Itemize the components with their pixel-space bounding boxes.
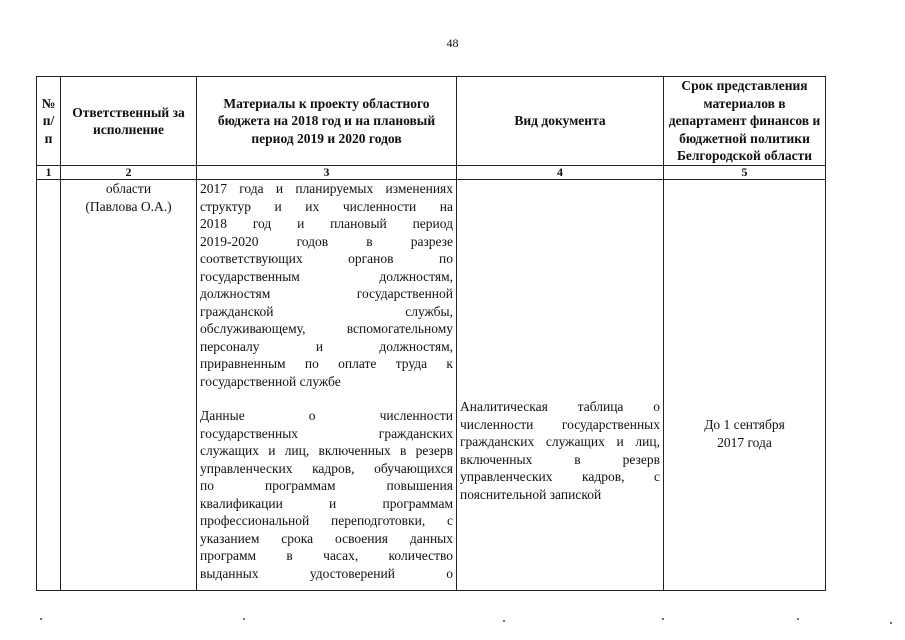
materials-line: гражданской службы, [200, 303, 453, 319]
doc-type-line: гражданских служащих и лиц, [460, 434, 660, 449]
header-responsible: Ответственный за исполнение [61, 77, 197, 166]
materials-line: соответствующих органов по [200, 251, 453, 266]
materials-line: государственным должностям, [200, 268, 453, 284]
materials-line: Данные о численности [200, 408, 453, 423]
column-number: 4 [457, 166, 664, 180]
materials-line: служащих и лиц, включенных в резерв [200, 443, 453, 458]
column-number: 2 [61, 166, 197, 180]
materials-line: персоналу и должностям, [200, 338, 453, 354]
header-document-type: Вид документа [457, 77, 664, 166]
scan-specks [0, 618, 905, 628]
doc-type-line: пояснительной запиской [460, 486, 602, 502]
materials-line: 2017 года и планируемых изменениях [200, 181, 453, 196]
materials-table [36, 76, 826, 591]
cell-deadline [664, 180, 826, 591]
page-number: 48 [446, 36, 459, 50]
materials-line: по программам повышения [200, 478, 453, 493]
header-materials: Материалы к проекту областного бюджета на 2018 год и на плановый период 2019 и 2020 годов [197, 77, 457, 166]
materials-line: структур и их численности на [200, 198, 453, 214]
materials-line: квалификации и программам [200, 495, 453, 511]
materials-line: выданных удостоверений о [200, 565, 453, 581]
deadline-line: 2017 года [717, 434, 772, 450]
materials-line: государственных гражданских [200, 425, 453, 441]
materials-line: 2018 год и плановый период [200, 216, 453, 231]
materials-line: обслуживающему, вспомогательному [200, 321, 453, 336]
materials-line: должностям государственной [200, 286, 453, 301]
column-number: 5 [664, 166, 826, 180]
materials-line: профессиональной переподготовки, с [200, 513, 453, 528]
cell-responsible [61, 180, 197, 591]
header-number: № п/п [37, 77, 61, 166]
doc-type-line: включенных в резерв [460, 451, 660, 467]
materials-line: управленческих кадров, обучающихся [200, 460, 453, 476]
column-number: 3 [197, 166, 457, 180]
doc-type-line: Аналитическая таблица о [460, 399, 660, 414]
responsible-line: (Павлова О.А.) [85, 198, 172, 214]
cell-document-type [457, 180, 664, 591]
doc-type-line: управленческих кадров, с [460, 469, 660, 484]
deadline-line: До 1 сентября [704, 417, 785, 432]
materials-line: указанием срока освоения данных [200, 530, 453, 546]
cell-materials [197, 180, 457, 591]
materials-line: программ в часах, количество [200, 548, 453, 563]
doc-type-line: численности государственных [460, 416, 660, 432]
responsible-line: области [105, 181, 152, 196]
column-number: 1 [37, 166, 61, 180]
header-deadline: Срок представления материалов в департамент финансов и бюджетной политики Белгородской области [664, 77, 826, 166]
cell-number [37, 180, 61, 591]
materials-line: приравненным по оплате труда к [200, 356, 453, 371]
materials-line: 2019-2020 годов в разрезе [200, 233, 453, 249]
materials-line: государственной службе [200, 373, 341, 389]
table-row [37, 180, 826, 591]
